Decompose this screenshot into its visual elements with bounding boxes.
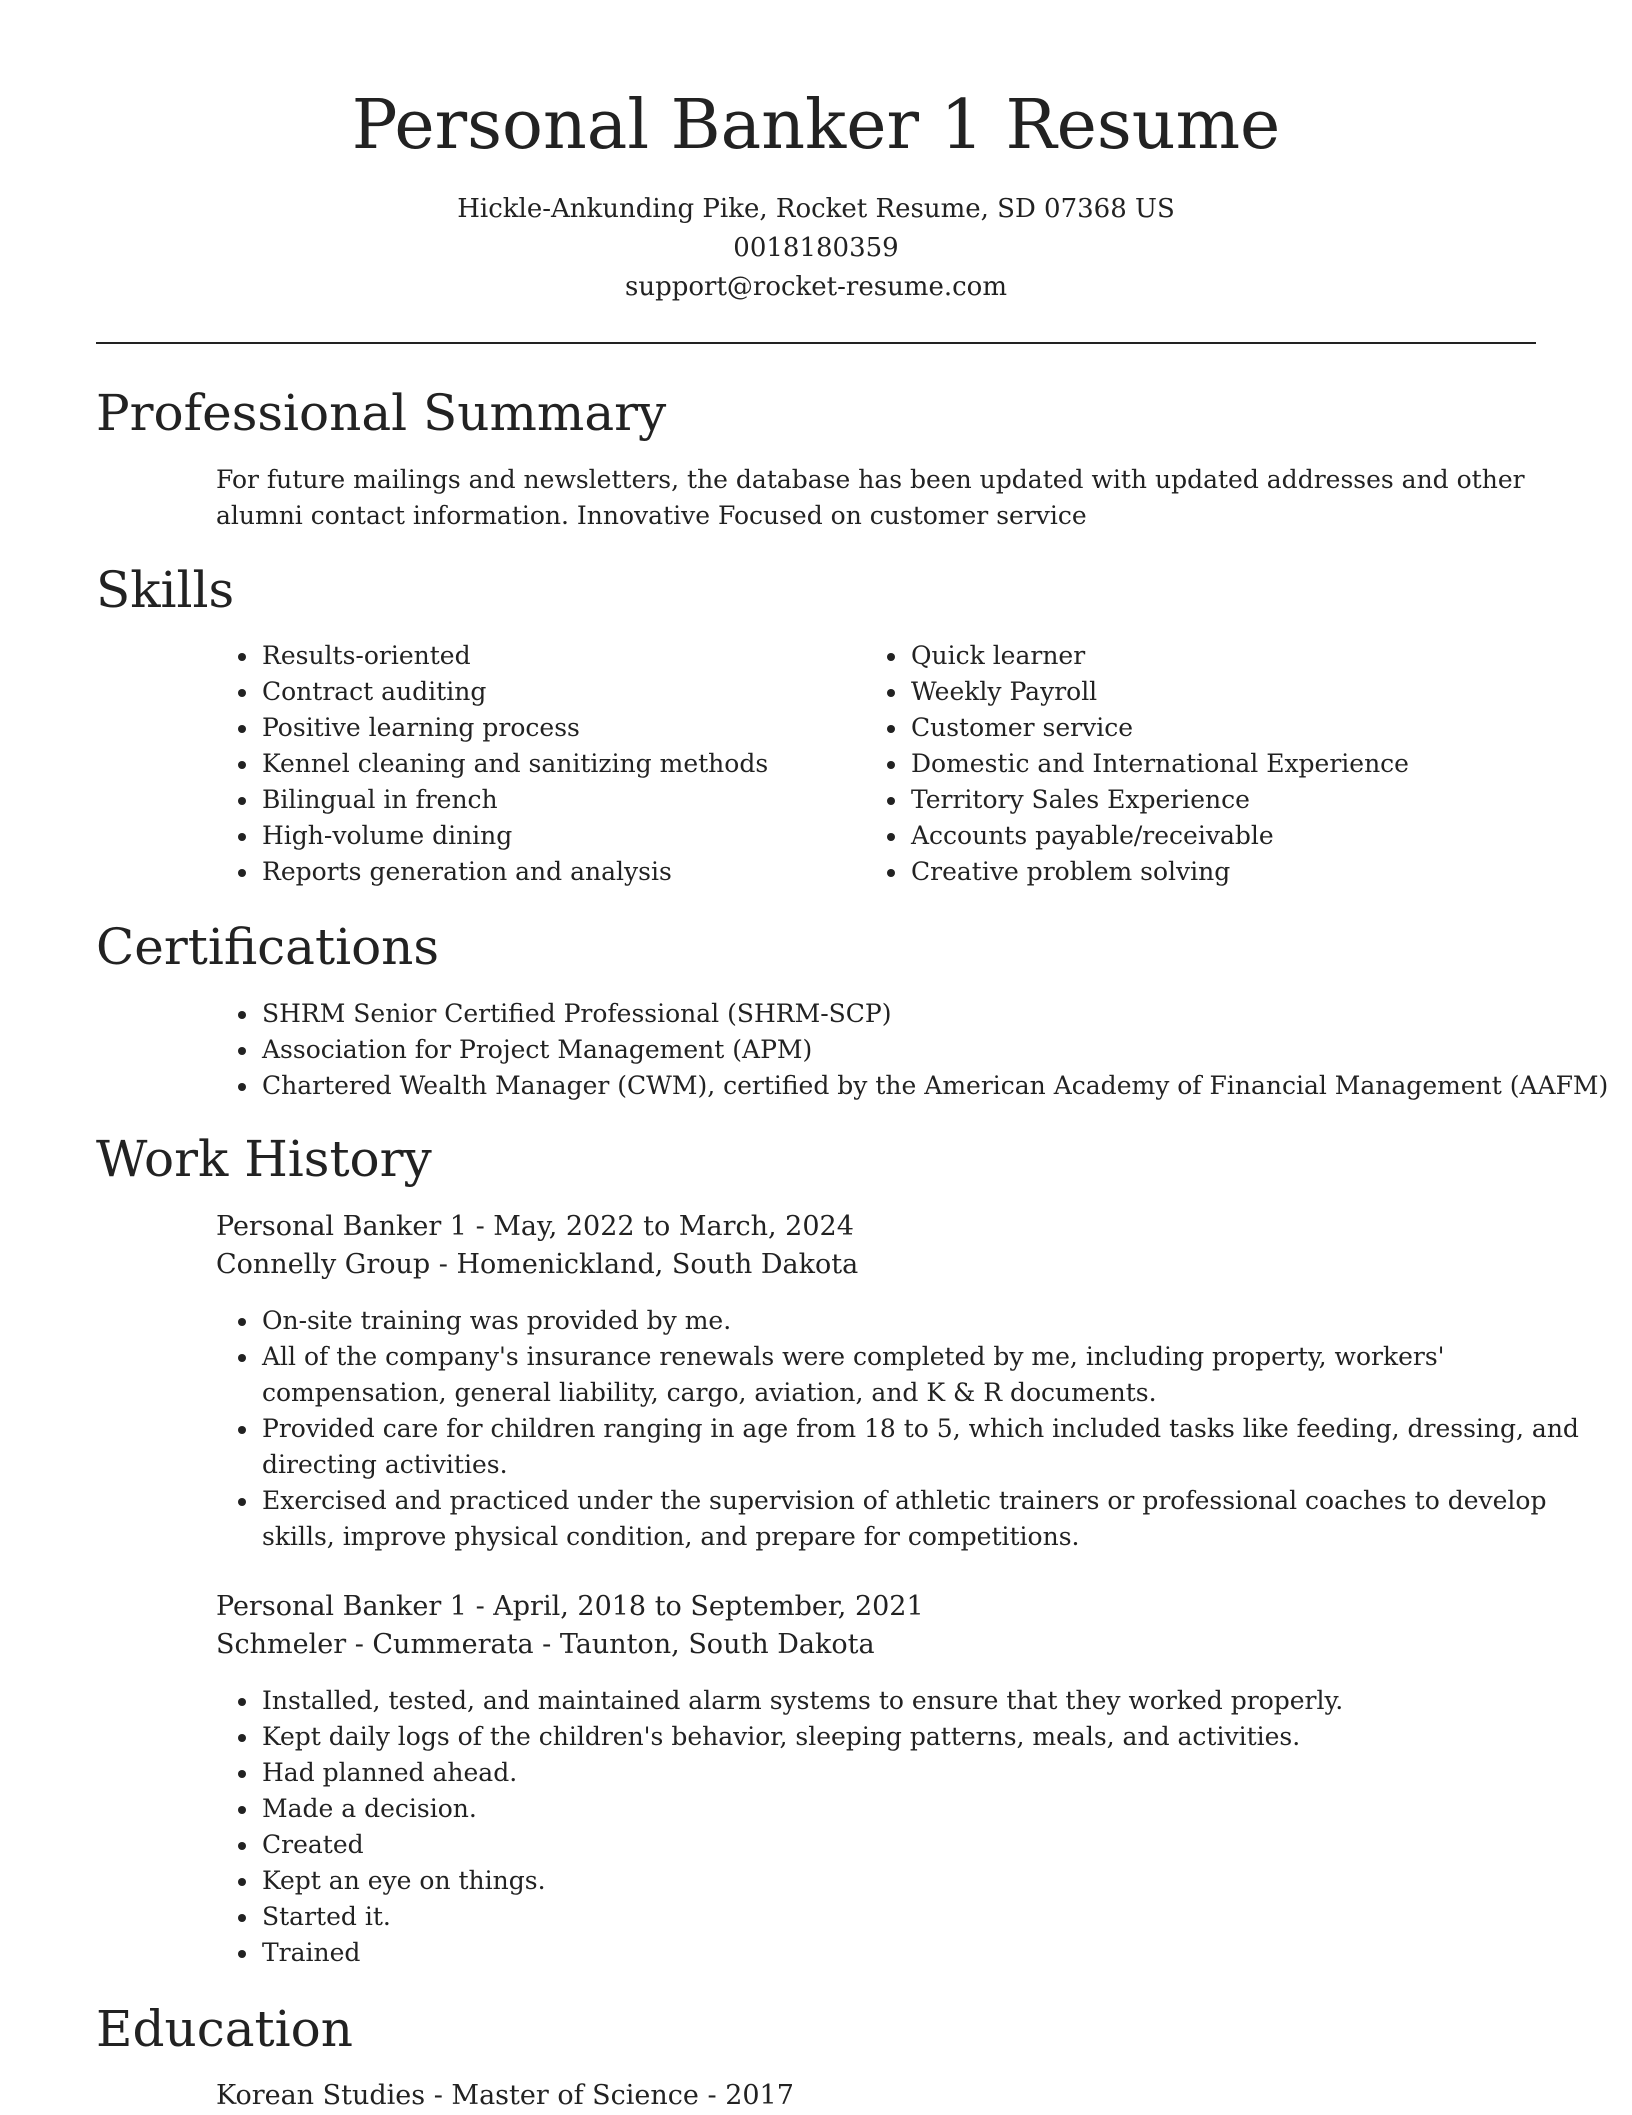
- job-bullet: • All of the company's insurance renewals were completed by me, including property, workers' compensation, general liability, cargo, aviation, and K & R documents.: [260, 1339, 1580, 1411]
- certification-item: • SHRM Senior Certified Professional (SHRM-SCP): [260, 996, 1580, 1032]
- job-bullets: [216, 1303, 1580, 1555]
- skill-item: • Domestic and International Experience: [909, 746, 1549, 782]
- job-bullet: • Installed, tested, and maintained alarm systems to ensure that they worked properly.: [260, 1683, 1580, 1719]
- summary-heading: Professional Summary: [96, 384, 667, 442]
- phone-number: 0018180359: [733, 233, 899, 263]
- job-bullet: • Kept an eye on things.: [260, 1863, 1580, 1899]
- work-history-heading: Work History: [96, 1130, 432, 1188]
- skill-item: • Accounts payable/receivable: [909, 818, 1549, 854]
- job-title-line: Personal Banker 1 - April, 2018 to September, 2021: [216, 1591, 924, 1622]
- certification-item: • Association for Project Management (APM): [260, 1032, 1580, 1068]
- job-bullet: • Made a decision.: [260, 1791, 1580, 1827]
- skill-item: • Customer service: [909, 710, 1549, 746]
- email-address: support@rocket-resume.com: [624, 272, 1007, 302]
- job-bullet: • On-site training was provided by me.: [260, 1303, 1580, 1339]
- resume-title: Personal Banker 1 Resume: [351, 86, 1281, 165]
- skills-list-right: [865, 638, 1549, 890]
- job-bullet: • Had planned ahead.: [260, 1755, 1580, 1791]
- skill-item: • Contract auditing: [260, 674, 840, 710]
- job-company-line: Schmeler - Cummerata - Taunton, South Dakota: [216, 1629, 875, 1660]
- skill-item: • Kennel cleaning and sanitizing methods: [260, 746, 840, 782]
- skill-item: • Bilingual in french: [260, 782, 840, 818]
- certifications-heading: Certifications: [96, 918, 440, 976]
- education-heading: Education: [96, 2000, 353, 2058]
- skill-item: • Reports generation and analysis: [260, 854, 840, 890]
- skills-heading: Skills: [96, 561, 235, 619]
- summary-text: For future mailings and newsletters, the database has been updated with updated addresses and other alumni contact information. Innovative Focused on customer service: [216, 465, 1525, 530]
- job-bullets: [216, 1683, 1580, 1971]
- skills-list-left: [216, 638, 840, 890]
- job-title-line: Personal Banker 1 - May, 2022 to March, 2024: [216, 1211, 854, 1242]
- skill-item: • Quick learner: [909, 638, 1549, 674]
- address: Hickle-Ankunding Pike, Rocket Resume, SD 07368 US: [457, 194, 1175, 224]
- skill-item: • High-volume dining: [260, 818, 840, 854]
- job-bullet: • Kept daily logs of the children's behavior, sleeping patterns, meals, and activities.: [260, 1719, 1580, 1755]
- job-bullet: • Exercised and practiced under the supervision of athletic trainers or professional coaches to develop skills, improve physical condition, and prepare for competitions.: [260, 1483, 1580, 1555]
- skill-item: • Positive learning process: [260, 710, 840, 746]
- contact-block: [0, 190, 1632, 307]
- job-bullet: • Provided care for children ranging in age from 18 to 5, which included tasks like feeding, dressing, and directing activities.: [260, 1411, 1580, 1483]
- job-company-line: Connelly Group - Homenickland, South Dakota: [216, 1249, 859, 1280]
- skill-item: • Results-oriented: [260, 638, 840, 674]
- skill-item: • Weekly Payroll: [909, 674, 1549, 710]
- job-bullet: • Created: [260, 1827, 1580, 1863]
- skill-item: • Creative problem solving: [909, 854, 1549, 890]
- certifications-list: [216, 996, 1609, 1104]
- skill-item: • Territory Sales Experience: [909, 782, 1549, 818]
- job-bullet: • Started it.: [260, 1899, 1580, 1935]
- header-divider: [96, 342, 1536, 344]
- certification-item: • Chartered Wealth Manager (CWM), certified by the American Academy of Financial Management (AAFM): [260, 1068, 1580, 1104]
- education-entry: Korean Studies - Master of Science - 2017: [216, 2080, 794, 2111]
- job-bullet: • Trained: [260, 1935, 1580, 1971]
